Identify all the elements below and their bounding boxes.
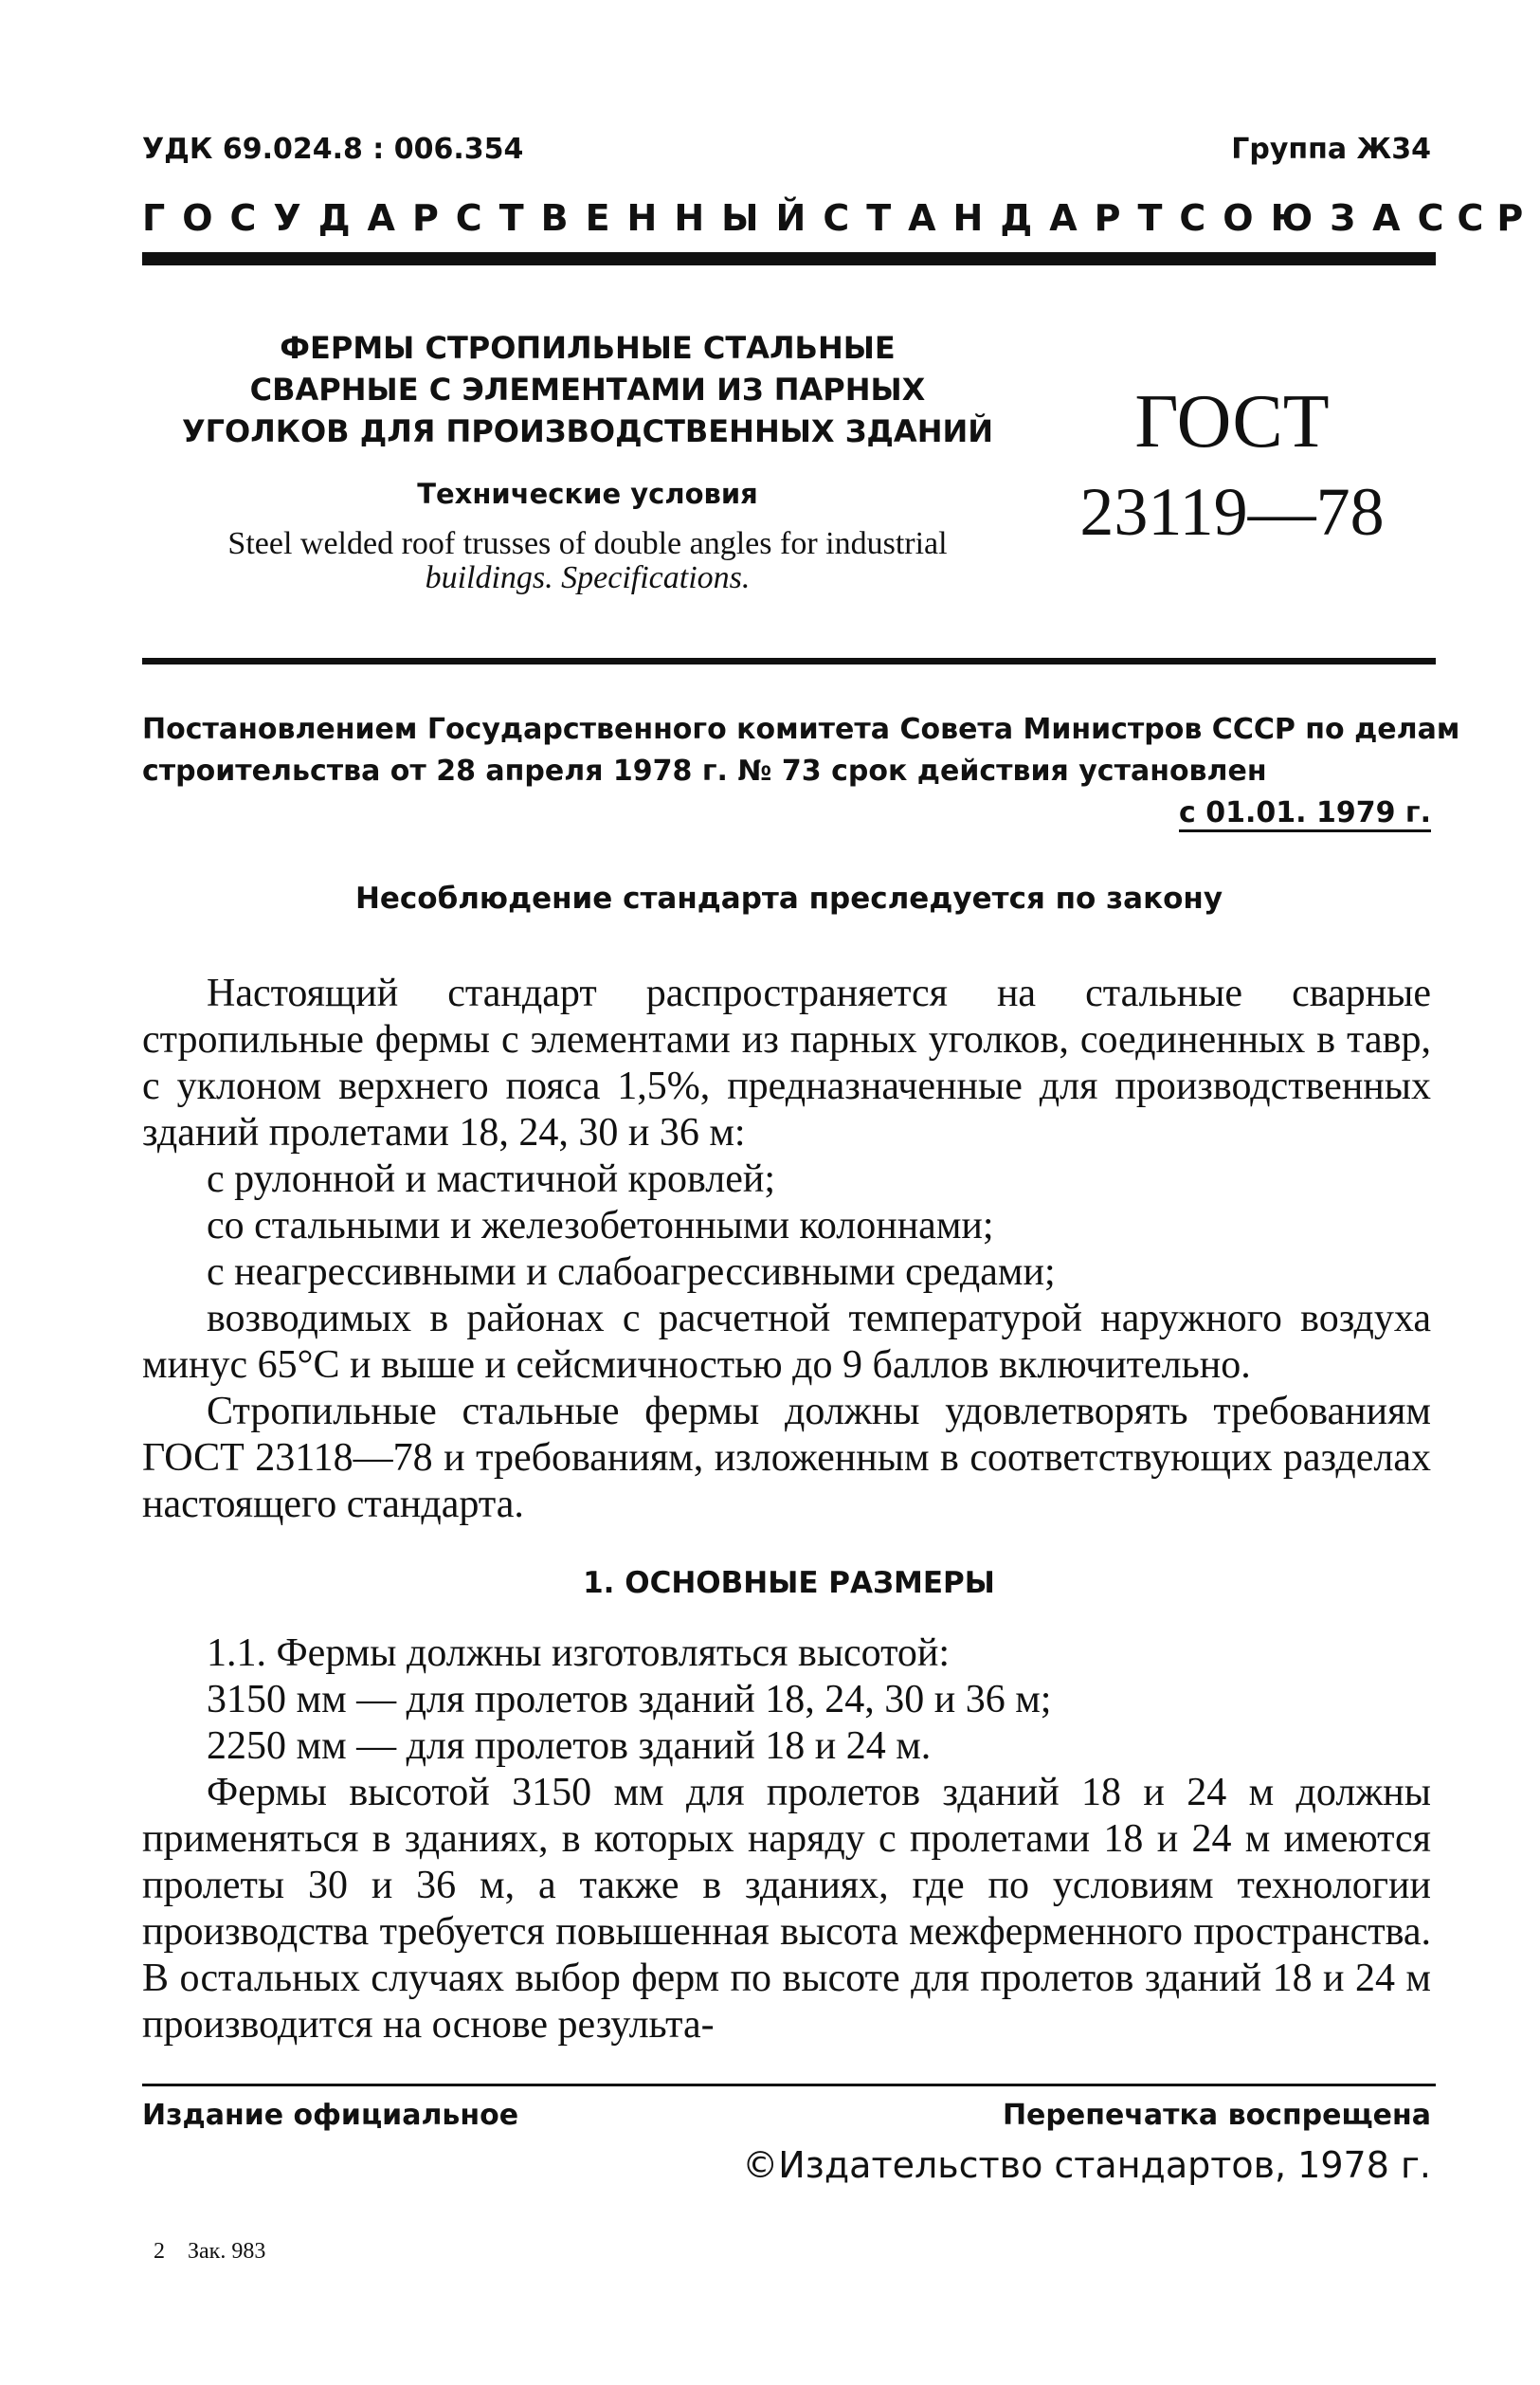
decree-line2: строительства от 28 апреля 1978 г. № 73 срок действия установлен: [142, 755, 1267, 788]
list-item: со стальными и железобетонными колоннами;: [207, 1204, 994, 1247]
section1-text: [142, 1630, 1431, 2048]
title-block: [142, 327, 1033, 515]
english-title-line1: Steel welded roof trusses of double angles for industrial: [227, 526, 948, 561]
title-line: СВАРНЫЕ С ЭЛЕМЕНТАМИ ИЗ ПАРНЫХ: [249, 372, 926, 408]
group-code: Группа Ж34: [1231, 133, 1431, 166]
section-paragraph: 1.1. Фермы должны изготовляться высотой:: [207, 1631, 951, 1675]
title-rule: [142, 658, 1436, 665]
udk-code: УДК 69.024.8 : 006.354: [142, 133, 524, 166]
section-list-item: 3150 мм — для пролетов зданий 18, 24, 30 и 36 м;: [207, 1678, 1052, 1721]
copyright: ©Издательство стандартов, 1978 г.: [742, 2144, 1431, 2186]
title-line: ФЕРМЫ СТРОПИЛЬНЫЕ СТАЛЬНЫЕ: [280, 330, 896, 366]
section-paragraph: Фермы высотой 3150 мм для пролетов зданий 18 и 24 м должны применяться в зданиях, в которых наряду с пролетами 18 и 24 м имеются пролеты 30 и 36 м, а также в зданиях, где по условиям технологии производства требуется повышенная высота межферменного пространства. В остальных случаях выбор ферм по высоте для пролетов зданий 18 и 24 м производится на основе результа-: [142, 1771, 1431, 2047]
intro-paragraph: возводимых в районах с расчетной температурой наружного воздуха минус 65°С и выше и сейсмичностью до 9 баллов включительно.: [142, 1297, 1431, 1387]
title-line: УГОЛКОВ ДЛЯ ПРОИЗВОДСТВЕННЫХ ЗДАНИЙ: [181, 413, 994, 449]
banner: [142, 197, 1537, 239]
list-item: с неагрессивными и слабоагрессивными средами;: [207, 1250, 1056, 1294]
decree-line1: Постановлением Государственного комитета Совета Министров СССР по делам: [142, 713, 1460, 746]
gost-number: 23119—78: [1079, 474, 1385, 550]
subtitle: Технические условия: [417, 478, 758, 510]
banner-word: ССР: [1417, 197, 1537, 239]
banner-word: СОЮЗА: [1179, 197, 1418, 239]
print-order-note: 2 Зак. 983: [154, 2239, 266, 2264]
reprint-note: Перепечатка воспрещена: [1002, 2099, 1431, 2132]
edition-note: Издание официальное: [142, 2099, 519, 2132]
english-title: [142, 527, 1033, 595]
section-heading: 1. ОСНОВНЫЕ РАЗМЕРЫ: [583, 1566, 995, 1600]
list-item: с рулонной и мастичной кровлей;: [207, 1157, 776, 1201]
banner-word: ГОСУДАРСТВЕННЫЙ: [142, 197, 824, 239]
intro-paragraph: Настоящий стандарт распространяется на стальные сварные стропильные фермы с элементами из парных уголков, соединенных в тавр, с уклоном верхнего пояса 1,5%, предназначенные для производственных зданий пролетами 18, 24, 30 и 36 м:: [142, 972, 1431, 1155]
section-list-item: 2250 мм — для пролетов зданий 18 и 24 м.: [207, 1724, 932, 1768]
english-title-line2: buildings. Specifications.: [425, 560, 751, 595]
intro-text: [142, 971, 1431, 1528]
intro-paragraph: Стропильные стальные фермы должны удовлетворять требованиям ГОСТ 23118—78 и требованиям, изложенным в соответствующих разделах настоящего стандарта.: [142, 1390, 1431, 1526]
banner-word: СТАНДАРТ: [823, 197, 1180, 239]
banner-rule: [142, 252, 1436, 265]
decree-effective-date: с 01.01. 1979 г.: [1179, 796, 1431, 832]
law-notice: Несоблюдение стандарта преследуется по закону: [354, 882, 1223, 916]
gost-label: ГОСТ: [1134, 380, 1330, 464]
footer-rule: [142, 2084, 1436, 2086]
